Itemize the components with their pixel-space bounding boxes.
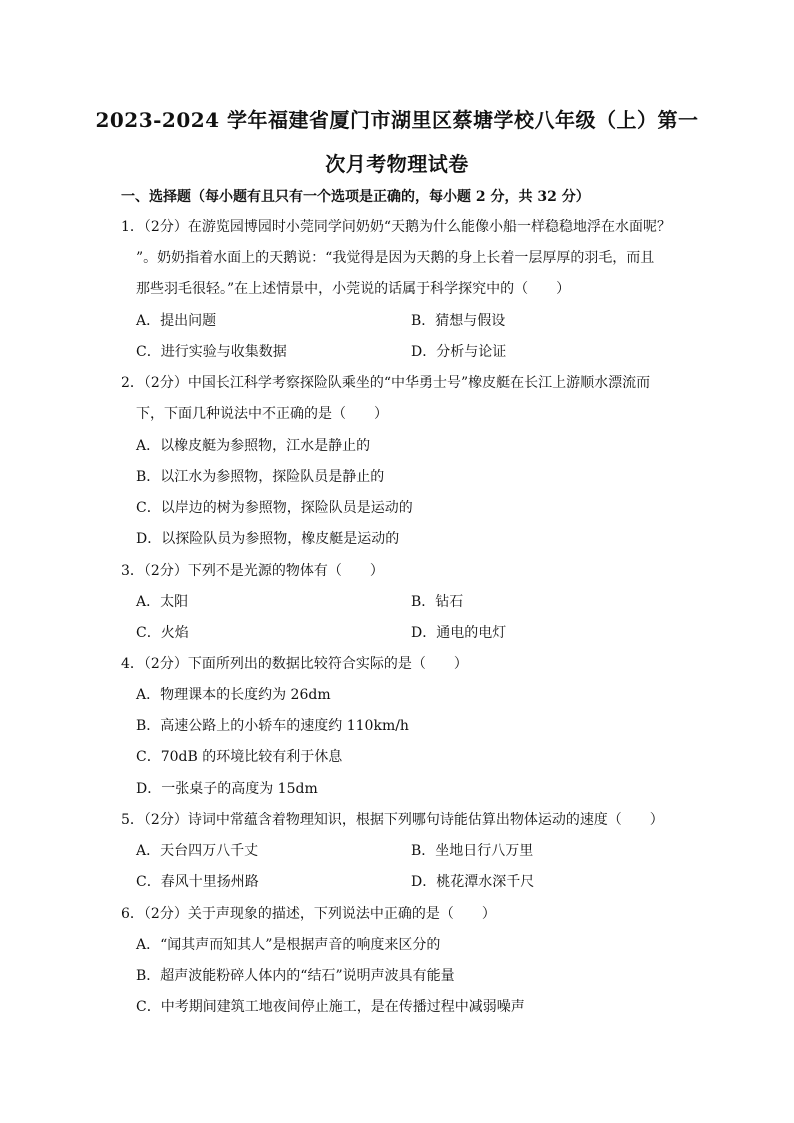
question-2-option-d: D．以探险队员为参照物，橡皮艇是运动的 bbox=[136, 531, 400, 547]
question-2-option-b: B．以江水为参照物，探险队员是静止的 bbox=[136, 469, 385, 485]
question-2-line-1: 2．（2分）中国长江科学考察探险队乘坐的“中华勇士号”橡皮艇在长江上游顺水漂流而 bbox=[121, 375, 651, 391]
question-5-option-a: A．天台四万八千丈 bbox=[136, 843, 259, 859]
section-heading: 一、选择题（每小题有且只有一个选项是正确的，每小题 2 分，共 32 分） bbox=[121, 189, 590, 205]
question-4-option-d: D．一张桌子的高度为 15dm bbox=[136, 781, 318, 797]
question-5-line-1: 5．（2分）诗词中常蕴含着物理知识，根据下列哪句诗能估算出物体运动的速度（ ） bbox=[121, 812, 664, 828]
question-2-option-a: A．以橡皮艇为参照物，江水是静止的 bbox=[136, 438, 371, 454]
question-3-option-a: A．太阳 bbox=[136, 594, 189, 610]
question-3-line-1: 3．（2分）下列不是光源的物体有（ ） bbox=[121, 563, 384, 579]
question-1-line-3: 那些羽毛很轻。”在上述情景中，小莞说的话属于科学探究中的（ ） bbox=[136, 281, 571, 297]
question-1-option-c: C．进行实验与收集数据 bbox=[136, 344, 287, 360]
question-6-option-a: A．“闻其声而知其人”是根据声音的响度来区分的 bbox=[136, 937, 441, 953]
question-2-option-c: C．以岸边的树为参照物，探险队员是运动的 bbox=[136, 500, 413, 516]
question-4-option-b: B．高速公路上的小轿车的速度约 110km/h bbox=[136, 718, 409, 734]
question-3-option-c: C．火焰 bbox=[136, 625, 189, 641]
question-1-line-1: 1．（2分）在游览园博园时小莞同学问奶奶“天鹅为什么能像小船一样稳稳地浮在水面呢？ bbox=[121, 219, 671, 235]
question-1-line-2: ”。奶奶指着水面上的天鹅说：“我觉得是因为天鹅的身上长着一层厚厚的羽毛，而且 bbox=[136, 250, 655, 266]
question-4-option-a: A．物理课本的长度约为 26dm bbox=[136, 687, 331, 703]
question-6-option-c: C．中考期间建筑工地夜间停止施工，是在传播过程中减弱噪声 bbox=[136, 999, 525, 1015]
question-4-option-c: C．70dB 的环境比较有利于休息 bbox=[136, 749, 343, 765]
question-1-option-d: D．分析与论证 bbox=[411, 344, 507, 360]
question-5-option-c: C．春风十里扬州路 bbox=[136, 874, 259, 890]
question-4-line-1: 4．（2分）下面所列出的数据比较符合实际的是（ ） bbox=[121, 656, 468, 672]
exam-title-line-1: 2023-2024 学年福建省厦门市湖里区蔡塘学校八年级（上）第一 bbox=[95, 108, 699, 132]
question-5-option-b: B．坐地日行八万里 bbox=[411, 843, 534, 859]
question-5-option-d: D．桃花潭水深千尺 bbox=[411, 874, 535, 890]
question-3-option-d: D．通电的电灯 bbox=[411, 625, 507, 641]
question-6-option-b: B．超声波能粉碎人体内的“结石”说明声波具有能量 bbox=[136, 968, 455, 984]
question-1-option-a: A．提出问题 bbox=[136, 313, 217, 329]
question-6-line-1: 6．（2分）关于声现象的描述，下列说法中正确的是（ ） bbox=[121, 906, 496, 922]
exam-title-line-2: 次月考物理试卷 bbox=[325, 152, 469, 176]
question-1-option-b: B．猜想与假设 bbox=[411, 313, 506, 329]
question-3-option-b: B．钻石 bbox=[411, 594, 464, 610]
question-2-line-2: 下，下面几种说法中不正确的是（ ） bbox=[136, 406, 388, 422]
